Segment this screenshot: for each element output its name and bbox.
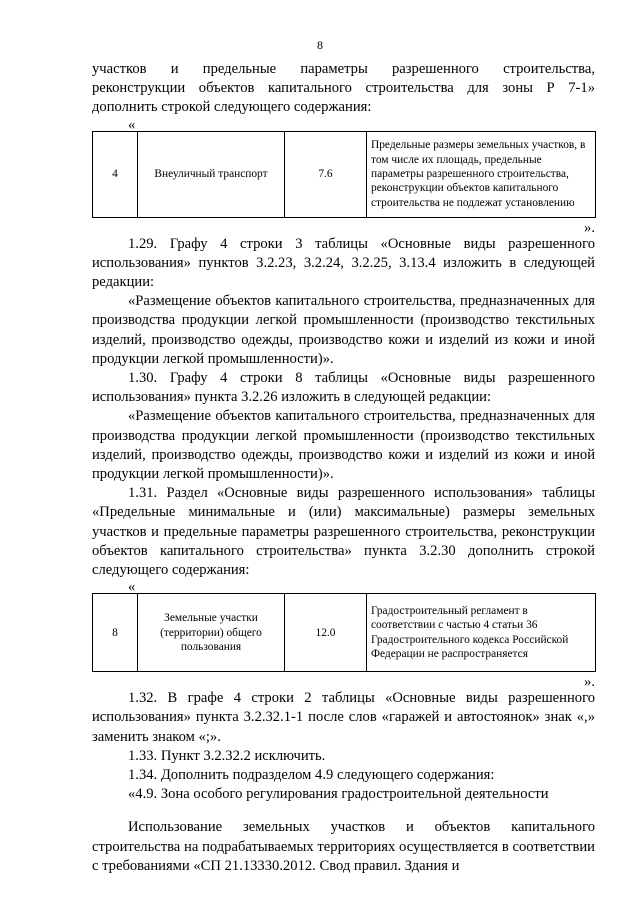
intro-line-2: реконструкции объектов капитального строительства для зоны Р 7-1» — [92, 80, 595, 97]
intro-line-3: дополнить строкой следующего содержания: — [92, 99, 372, 116]
paragraph-1-32: 1.32. В графе 4 строки 2 таблицы «Основные виды разрешенного использования» пункта 3.2.32.1-1 после слов «гаражей и автостоянок» знак «,» заменить знаком «;». — [92, 690, 595, 745]
section-4-9-text: Использование земельных участков и объектов капитального строительства на подрабатываемых территориях осуществляется в соответствии с требованиями «СП 21.13330.2012. Свод правил. Здания и — [92, 819, 595, 874]
spacer — [92, 804, 595, 818]
paragraph-1-31: 1.31. Раздел «Основные виды разрешенного использования» таблицы «Предельные минимальные и (или) максимальные) размеры земельных участков и предельные параметры разрешенного строительства, реконструкции объектов капитального строительства» пункта 3.2.30 дополнить строкой следующего содержания: — [92, 485, 595, 579]
table-2-name-cell: Земельные участки (территории) общего пользования — [138, 594, 285, 672]
table-1-code-cell: 7.6 — [285, 131, 367, 217]
intro-line-1: участков и предельные параметры разрешенного строительства, — [92, 61, 595, 77]
section-4-9-heading: «4.9. Зона особого регулирования градостроительной деятельности — [128, 786, 549, 803]
paragraph-1-30: 1.30. Графу 4 строки 8 таблицы «Основные виды разрешенного использования» пункта 3.2.26 изложить в следующей редакции: — [92, 370, 595, 406]
paragraph-1-29: 1.29. Графу 4 строки 3 таблицы «Основные виды разрешенного использования» пунктов 3.2.23, 3.2.24, 3.2.25, 3.13.4 изложить в следующей редакции: — [92, 235, 595, 291]
paragraph-1-33: 1.33. Пункт 3.2.32.2 исключить. — [128, 747, 326, 764]
table-2 — [92, 593, 596, 672]
paragraph-1-34: 1.34. Дополнить подразделом 4.9 следующего содержания: — [128, 767, 495, 784]
close-quote-1: ». — [584, 219, 595, 236]
page-number: 8 — [317, 38, 323, 52]
document-body — [92, 60, 595, 876]
open-quote-2: « — [128, 579, 136, 596]
table-2-code-cell: 12.0 — [285, 594, 367, 672]
table-1-number-cell: 4 — [93, 131, 138, 217]
table-row — [93, 131, 596, 217]
table-1 — [92, 131, 596, 218]
table-2-description-cell: Градостроительный регламент в соответствии с частью 4 статьи 36 Градостроительного кодекса Российской Федерации не распространяется — [367, 594, 596, 672]
table-1-description-cell: Предельные размеры земельных участков, в том числе их площадь, предельные параметры разрешенного строительства, реконструкции объектов капитального строительства не подлежат установлению — [367, 131, 596, 217]
paragraph-1-29-quote: «Размещение объектов капитального строительства, предназначенных для производства продукции легкой промышленности (производство текстильных изделий, производство одежды, производство кожи и изделий из кожи и иной продукции легкой промышленности)». — [92, 293, 595, 367]
table-2-number-cell: 8 — [93, 594, 138, 672]
close-quote-2: ». — [584, 674, 595, 691]
table-1-name-cell: Внеуличный транспорт — [138, 131, 285, 217]
open-quote-1: « — [128, 116, 136, 133]
table-row — [93, 594, 596, 672]
paragraph-1-30-quote: «Размещение объектов капитального строительства, предназначенных для производства продукции легкой промышленности (производство текстильных изделий, производство одежды, производство кожи и изделий из кожи и иной продукции легкой промышленности)». — [92, 408, 595, 483]
